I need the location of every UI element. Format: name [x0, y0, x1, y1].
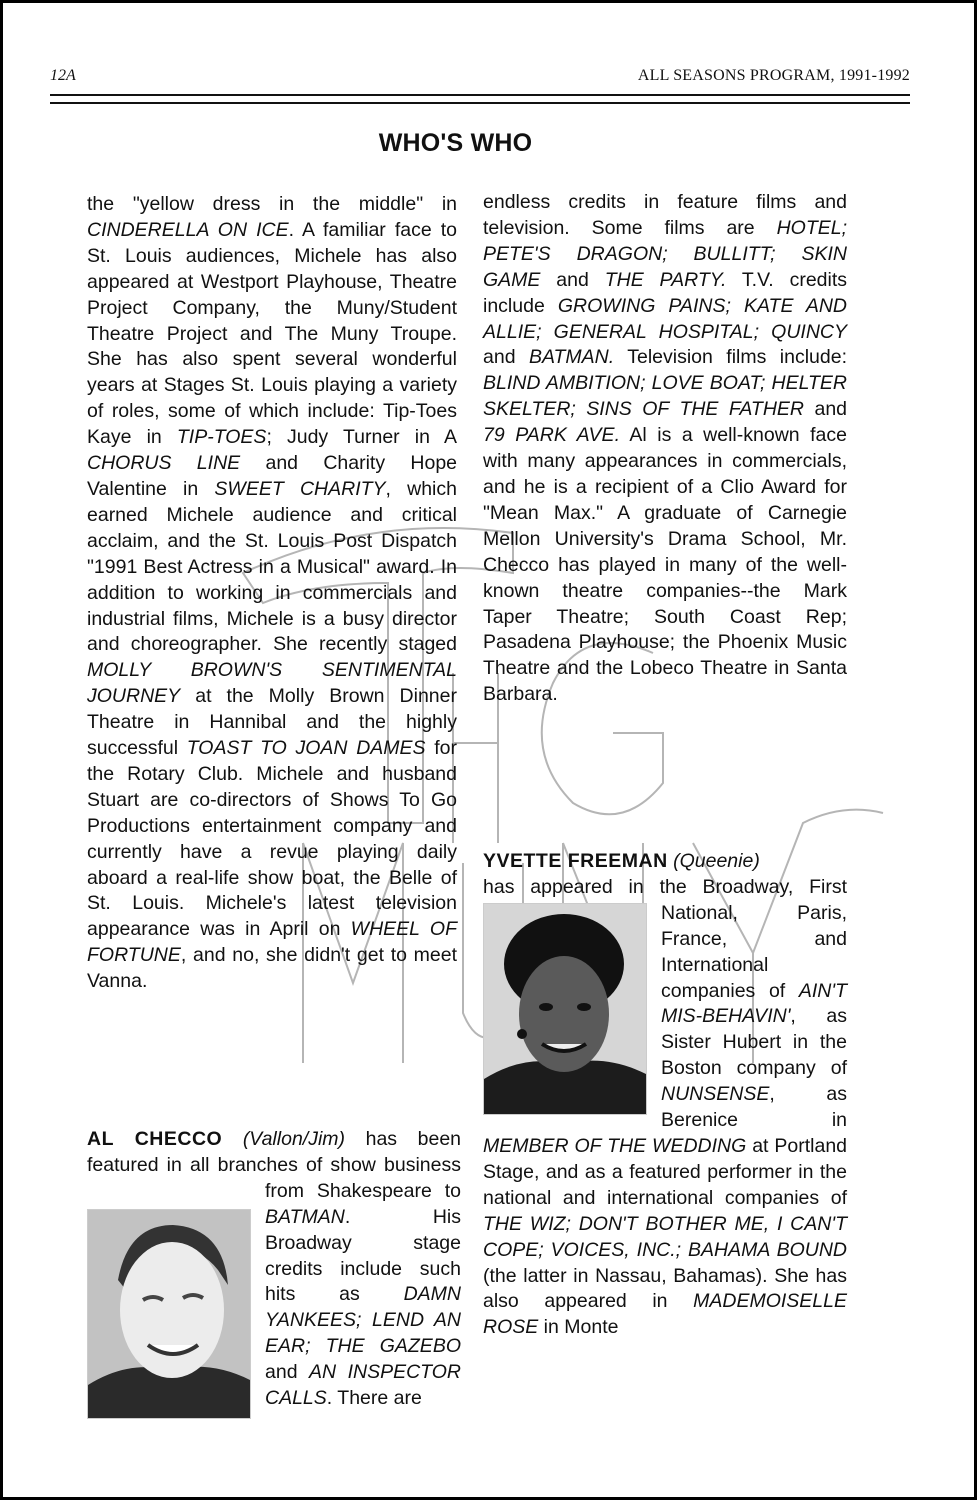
bio-yvette-freeman	[483, 849, 847, 1341]
headshot-yvette-freeman	[483, 903, 647, 1115]
production-title: WHEEL OF FORTUNE	[87, 918, 457, 967]
bio-text-run: National, Paris, France, and International companies of	[661, 901, 847, 1002]
right-column	[483, 190, 847, 708]
bio-text-run: and	[804, 398, 848, 421]
bio-text-run: and Charity Hope Valentine in	[87, 452, 458, 500]
production-title: MADEMOISELLE ROSE	[483, 1290, 847, 1339]
production-title: THE WIZ; DON'T BOTHER ME, I CAN'T COPE; VOICES, INC.; BAHAMA BOUND	[483, 1212, 847, 1261]
production-title: AN INSPECTOR CALLS	[265, 1361, 461, 1410]
bio-text-run: , as Berenice in	[661, 1083, 847, 1132]
bio-text	[87, 1128, 461, 1409]
production-title: MOLLY BROWN'S SENTIMENTAL JOURNEY	[87, 659, 457, 708]
bio-text-run: . A familiar face to St. Louis audiences, Michele has also appeared at Westport Playhouse, Theatre Project Company, the Muny/Student Theatre Project and The Muny Troupe. She has also spent several wonderful years at Stages St. Louis playing a variety of roles, some of which include: Tip-Toes Kaye in	[87, 218, 458, 449]
actor-name: YVETTE FREEMAN	[483, 850, 668, 872]
production-title: TOAST TO JOAN DAMES	[186, 737, 426, 760]
bio-text-run: for the Rotary Club. Michele and husband Stuart are co-directors of Shows To Go Productions entertainment company and currently have a revue playing daily aboard a real-life show boat, the Belle of St. Louis. Michele's latest television appearance was in April on	[87, 737, 457, 941]
bio-text-run: at Portland Stage, and as a featured performer in the national and international companies of	[483, 1134, 848, 1209]
bio-text-run: , as Sister Hubert in the Boston company of	[661, 1005, 847, 1080]
production-title: DAMN YANKEES; LEND AN EAR; THE GAZEBO	[265, 1283, 461, 1358]
production-title: MEMBER OF THE WEDDING	[483, 1134, 747, 1157]
headshot-al-checco	[87, 1209, 251, 1419]
bio-text-run: at the Molly Brown Dinner Theatre in Hannibal and the highly successful	[87, 685, 457, 760]
bio-text-run: iness from Shakespeare to	[265, 1153, 461, 1202]
production-title: SWEET CHARITY	[214, 477, 386, 500]
actor-role: (Vallon/Jim)	[242, 1128, 346, 1150]
production-title: TIP-TOES	[176, 426, 267, 449]
bio-text-run: (the latter in Nassau, Bahamas). She has also appeared in	[483, 1264, 847, 1313]
production-title: BATMAN.	[528, 346, 615, 369]
production-title: BLIND AMBITION; LOVE BOAT; HELTER SKELTER; SINS OF THE FATHER	[483, 372, 847, 421]
header-rule-top	[50, 94, 910, 96]
bio-text-run: , and no, she didn't get to meet Vanna.	[87, 944, 457, 993]
header-rule-bottom	[50, 102, 910, 104]
production-title: CHORUS LINE	[87, 452, 241, 475]
bio-text-run: in Monte	[538, 1316, 619, 1339]
production-title: NUNSENSE	[661, 1083, 770, 1106]
bio-text-run: . His Broadway stage credits include such hits as	[265, 1205, 461, 1306]
production-title: CINDERELLA ON ICE	[87, 218, 289, 241]
bio-text-run: , which earned Michele audience and critical acclaim, and the St. Louis Post Dispatch "1991 Best Actress in a Musical" award. In addition to working in commercials and industrial films, Michele is a busy director and choreographer. She recently staged	[87, 477, 457, 656]
bio-text-run: and	[540, 268, 605, 291]
bio-al-checco	[87, 1127, 461, 1421]
production-title: BATMAN	[265, 1205, 345, 1228]
left-column	[87, 192, 457, 995]
bio-continued-checco	[483, 190, 847, 708]
bio-text-run: Television films include:	[614, 346, 847, 369]
bio-text-run: T.V. credits include	[483, 268, 848, 317]
bio-text-run: and	[483, 346, 529, 369]
bio-text-run: has appeared in the Broadway, First	[483, 875, 847, 898]
bio-text-run: and	[265, 1361, 310, 1384]
bio-text-run: Al is a well-known face with many appearances in commercials, and he is a recipient of a Clio Award for "Mean Max." A graduate of Carnegie Mellon University's Drama School, Mr. Checco has played in many of the well-known theatre companies--the Mark Taper Theatre; South Coast Rep; Pasadena Playhouse; the Phoenix Music Theatre and the Lobeco Theatre in Santa Barbara.	[483, 424, 847, 706]
bio-text	[483, 876, 847, 1338]
actor-name: AL CHECCO	[87, 1128, 223, 1150]
page-number: 12A	[50, 67, 76, 84]
program-title: ALL SEASONS PROGRAM, 1991-1992	[637, 67, 910, 84]
running-head	[50, 67, 910, 91]
actor-role: (Queenie)	[673, 850, 760, 872]
production-title: THE PARTY.	[604, 268, 727, 291]
production-title: GROWING PAINS; KATE AND ALLIE; GENERAL HOSPITAL; QUINCY	[483, 294, 847, 343]
bio-text-run: the "yellow dress in the middle" in	[87, 193, 457, 215]
bio-text-run: . There are	[326, 1387, 422, 1410]
bio-text-run: has been featured in all branches of show bus	[87, 1128, 462, 1176]
bio-continued-michele	[87, 192, 457, 995]
production-title: 79 PARK AVE.	[483, 424, 620, 447]
production-title: HOTEL; PETE'S DRAGON; BULLITT; SKIN GAME	[483, 216, 847, 291]
bio-text-run: endless credits in feature films and television. Some films are	[483, 191, 847, 239]
section-title: WHO'S WHO	[378, 129, 533, 157]
bio-text-run: ; Judy Turner in A	[266, 426, 457, 449]
production-title: AIN'T MIS-BEHAVIN'	[661, 979, 847, 1028]
